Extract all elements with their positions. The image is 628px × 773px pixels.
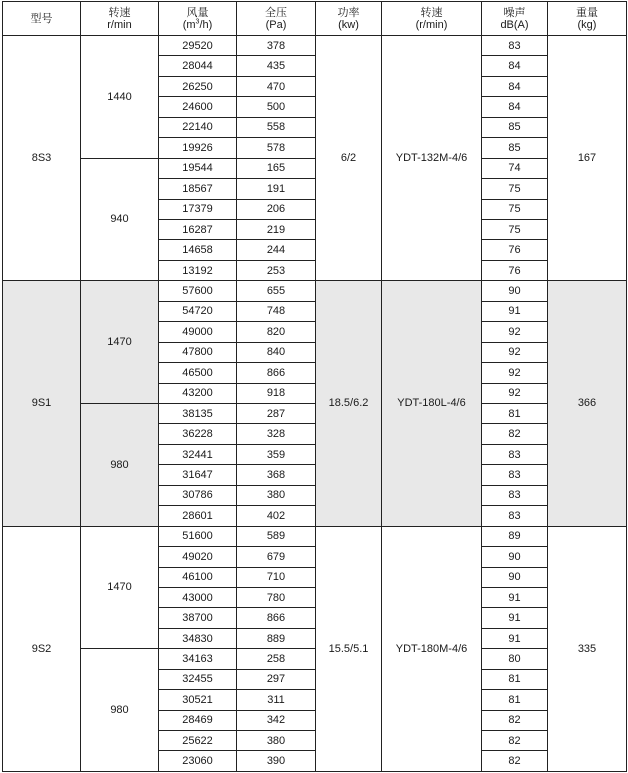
flow-cell: 18567 xyxy=(159,179,237,199)
noise-cell: 75 xyxy=(482,199,548,219)
pressure-cell: 297 xyxy=(237,669,316,689)
noise-cell: 92 xyxy=(482,363,548,383)
fan-spec-table xyxy=(2,1,627,772)
speed-cell: 940 xyxy=(81,158,159,281)
noise-cell: 82 xyxy=(482,751,548,772)
noise-cell: 82 xyxy=(482,710,548,730)
pressure-cell: 748 xyxy=(237,301,316,321)
noise-cell: 92 xyxy=(482,322,548,342)
pressure-cell: 253 xyxy=(237,260,316,281)
speed-cell: 1440 xyxy=(81,36,159,159)
pressure-cell: 558 xyxy=(237,117,316,137)
pressure-cell: 710 xyxy=(237,567,316,587)
pressure-cell: 918 xyxy=(237,383,316,403)
flow-cell: 38135 xyxy=(159,403,237,423)
flow-cell: 49000 xyxy=(159,322,237,342)
flow-cell: 46100 xyxy=(159,567,237,587)
noise-cell: 83 xyxy=(482,465,548,485)
noise-cell: 75 xyxy=(482,179,548,199)
noise-cell: 90 xyxy=(482,281,548,301)
model-cell: 9S1 xyxy=(3,281,81,526)
pressure-cell: 390 xyxy=(237,751,316,772)
pressure-cell: 206 xyxy=(237,199,316,219)
header-row xyxy=(3,2,627,36)
model-cell: 8S3 xyxy=(3,36,81,281)
pressure-cell: 679 xyxy=(237,547,316,567)
noise-cell: 91 xyxy=(482,587,548,607)
pressure-cell: 342 xyxy=(237,710,316,730)
noise-cell: 84 xyxy=(482,56,548,76)
flow-cell: 29520 xyxy=(159,36,237,56)
pressure-cell: 578 xyxy=(237,138,316,158)
noise-cell: 81 xyxy=(482,690,548,710)
flow-cell: 16287 xyxy=(159,219,237,239)
flow-cell: 51600 xyxy=(159,526,237,546)
pressure-cell: 368 xyxy=(237,465,316,485)
header-model: 型号 xyxy=(3,2,81,36)
flow-cell: 19926 xyxy=(159,138,237,158)
pressure-cell: 589 xyxy=(237,526,316,546)
noise-cell: 89 xyxy=(482,526,548,546)
noise-cell: 75 xyxy=(482,219,548,239)
noise-cell: 74 xyxy=(482,158,548,178)
flow-cell: 14658 xyxy=(159,240,237,260)
flow-cell: 43000 xyxy=(159,587,237,607)
flow-cell: 30786 xyxy=(159,485,237,505)
table-row xyxy=(3,649,627,669)
flow-cell: 49020 xyxy=(159,547,237,567)
table-row xyxy=(3,403,627,423)
flow-cell: 23060 xyxy=(159,751,237,772)
noise-cell: 76 xyxy=(482,260,548,281)
motor-cell: YDT-132M-4/6 xyxy=(382,36,482,281)
pressure-cell: 378 xyxy=(237,36,316,56)
flow-cell: 32455 xyxy=(159,669,237,689)
pressure-cell: 866 xyxy=(237,608,316,628)
flow-cell: 28601 xyxy=(159,506,237,527)
flow-cell: 19544 xyxy=(159,158,237,178)
noise-cell: 90 xyxy=(482,547,548,567)
model-group-0 xyxy=(3,36,627,281)
pressure-cell: 328 xyxy=(237,424,316,444)
flow-cell: 36228 xyxy=(159,424,237,444)
flow-cell: 54720 xyxy=(159,301,237,321)
power-cell: 6/2 xyxy=(316,36,382,281)
noise-cell: 92 xyxy=(482,342,548,362)
pressure-cell: 258 xyxy=(237,649,316,669)
table-row xyxy=(3,158,627,178)
pressure-cell: 866 xyxy=(237,363,316,383)
header-weight: 重量 (kg) xyxy=(548,2,627,36)
noise-cell: 81 xyxy=(482,403,548,423)
pressure-cell: 380 xyxy=(237,485,316,505)
pressure-cell: 219 xyxy=(237,219,316,239)
flow-cell: 17379 xyxy=(159,199,237,219)
pressure-cell: 165 xyxy=(237,158,316,178)
header-speed: 转速 r/min xyxy=(81,2,159,36)
flow-cell: 25622 xyxy=(159,731,237,751)
noise-cell: 91 xyxy=(482,608,548,628)
weight-cell: 366 xyxy=(548,281,627,526)
noise-cell: 85 xyxy=(482,138,548,158)
speed-cell: 1470 xyxy=(81,526,159,649)
flow-cell: 46500 xyxy=(159,363,237,383)
pressure-cell: 402 xyxy=(237,506,316,527)
header-noise: 噪声 dB(A) xyxy=(482,2,548,36)
noise-cell: 76 xyxy=(482,240,548,260)
flow-cell: 30521 xyxy=(159,690,237,710)
noise-cell: 81 xyxy=(482,669,548,689)
power-cell: 18.5/6.2 xyxy=(316,281,382,526)
speed-cell: 980 xyxy=(81,649,159,772)
noise-cell: 83 xyxy=(482,36,548,56)
flow-cell: 22140 xyxy=(159,117,237,137)
noise-cell: 80 xyxy=(482,649,548,669)
pressure-cell: 820 xyxy=(237,322,316,342)
flow-cell: 34163 xyxy=(159,649,237,669)
noise-cell: 85 xyxy=(482,117,548,137)
flow-cell: 31647 xyxy=(159,465,237,485)
noise-cell: 91 xyxy=(482,628,548,648)
weight-cell: 167 xyxy=(548,36,627,281)
flow-cell: 26250 xyxy=(159,76,237,96)
pressure-cell: 840 xyxy=(237,342,316,362)
pressure-cell: 244 xyxy=(237,240,316,260)
pressure-cell: 287 xyxy=(237,403,316,423)
motor-cell: YDT-180L-4/6 xyxy=(382,281,482,526)
noise-cell: 82 xyxy=(482,424,548,444)
motor-cell: YDT-180M-4/6 xyxy=(382,526,482,771)
flow-cell: 28044 xyxy=(159,56,237,76)
header-motor: 转速 (r/min) xyxy=(382,2,482,36)
table-row xyxy=(3,36,627,56)
weight-cell: 335 xyxy=(548,526,627,771)
flow-cell: 24600 xyxy=(159,97,237,117)
pressure-cell: 780 xyxy=(237,587,316,607)
model-group-1 xyxy=(3,281,627,526)
header-power: 功率 (kw) xyxy=(316,2,382,36)
noise-cell: 82 xyxy=(482,731,548,751)
speed-cell: 1470 xyxy=(81,281,159,404)
noise-cell: 91 xyxy=(482,301,548,321)
flow-cell: 43200 xyxy=(159,383,237,403)
flow-cell: 34830 xyxy=(159,628,237,648)
flow-cell: 38700 xyxy=(159,608,237,628)
pressure-cell: 889 xyxy=(237,628,316,648)
model-group-2 xyxy=(3,526,627,771)
noise-cell: 90 xyxy=(482,567,548,587)
flow-cell: 57600 xyxy=(159,281,237,301)
table-row xyxy=(3,281,627,301)
noise-cell: 83 xyxy=(482,485,548,505)
flow-cell: 32441 xyxy=(159,444,237,464)
pressure-cell: 380 xyxy=(237,731,316,751)
speed-cell: 980 xyxy=(81,403,159,526)
pressure-cell: 470 xyxy=(237,76,316,96)
pressure-cell: 500 xyxy=(237,97,316,117)
flow-cell: 13192 xyxy=(159,260,237,281)
noise-cell: 84 xyxy=(482,97,548,117)
flow-cell: 47800 xyxy=(159,342,237,362)
table-row xyxy=(3,526,627,546)
noise-cell: 83 xyxy=(482,506,548,527)
noise-cell: 83 xyxy=(482,444,548,464)
pressure-cell: 311 xyxy=(237,690,316,710)
header-flow: 风量 $(m^3/h)$ xyxy=(159,2,237,36)
pressure-cell: 435 xyxy=(237,56,316,76)
header-pressure: 全压 (Pa) xyxy=(237,2,316,36)
pressure-cell: 655 xyxy=(237,281,316,301)
pressure-cell: 191 xyxy=(237,179,316,199)
power-cell: 15.5/5.1 xyxy=(316,526,382,771)
noise-cell: 84 xyxy=(482,76,548,96)
pressure-cell: 359 xyxy=(237,444,316,464)
noise-cell: 92 xyxy=(482,383,548,403)
model-cell: 9S2 xyxy=(3,526,81,771)
flow-cell: 28469 xyxy=(159,710,237,730)
